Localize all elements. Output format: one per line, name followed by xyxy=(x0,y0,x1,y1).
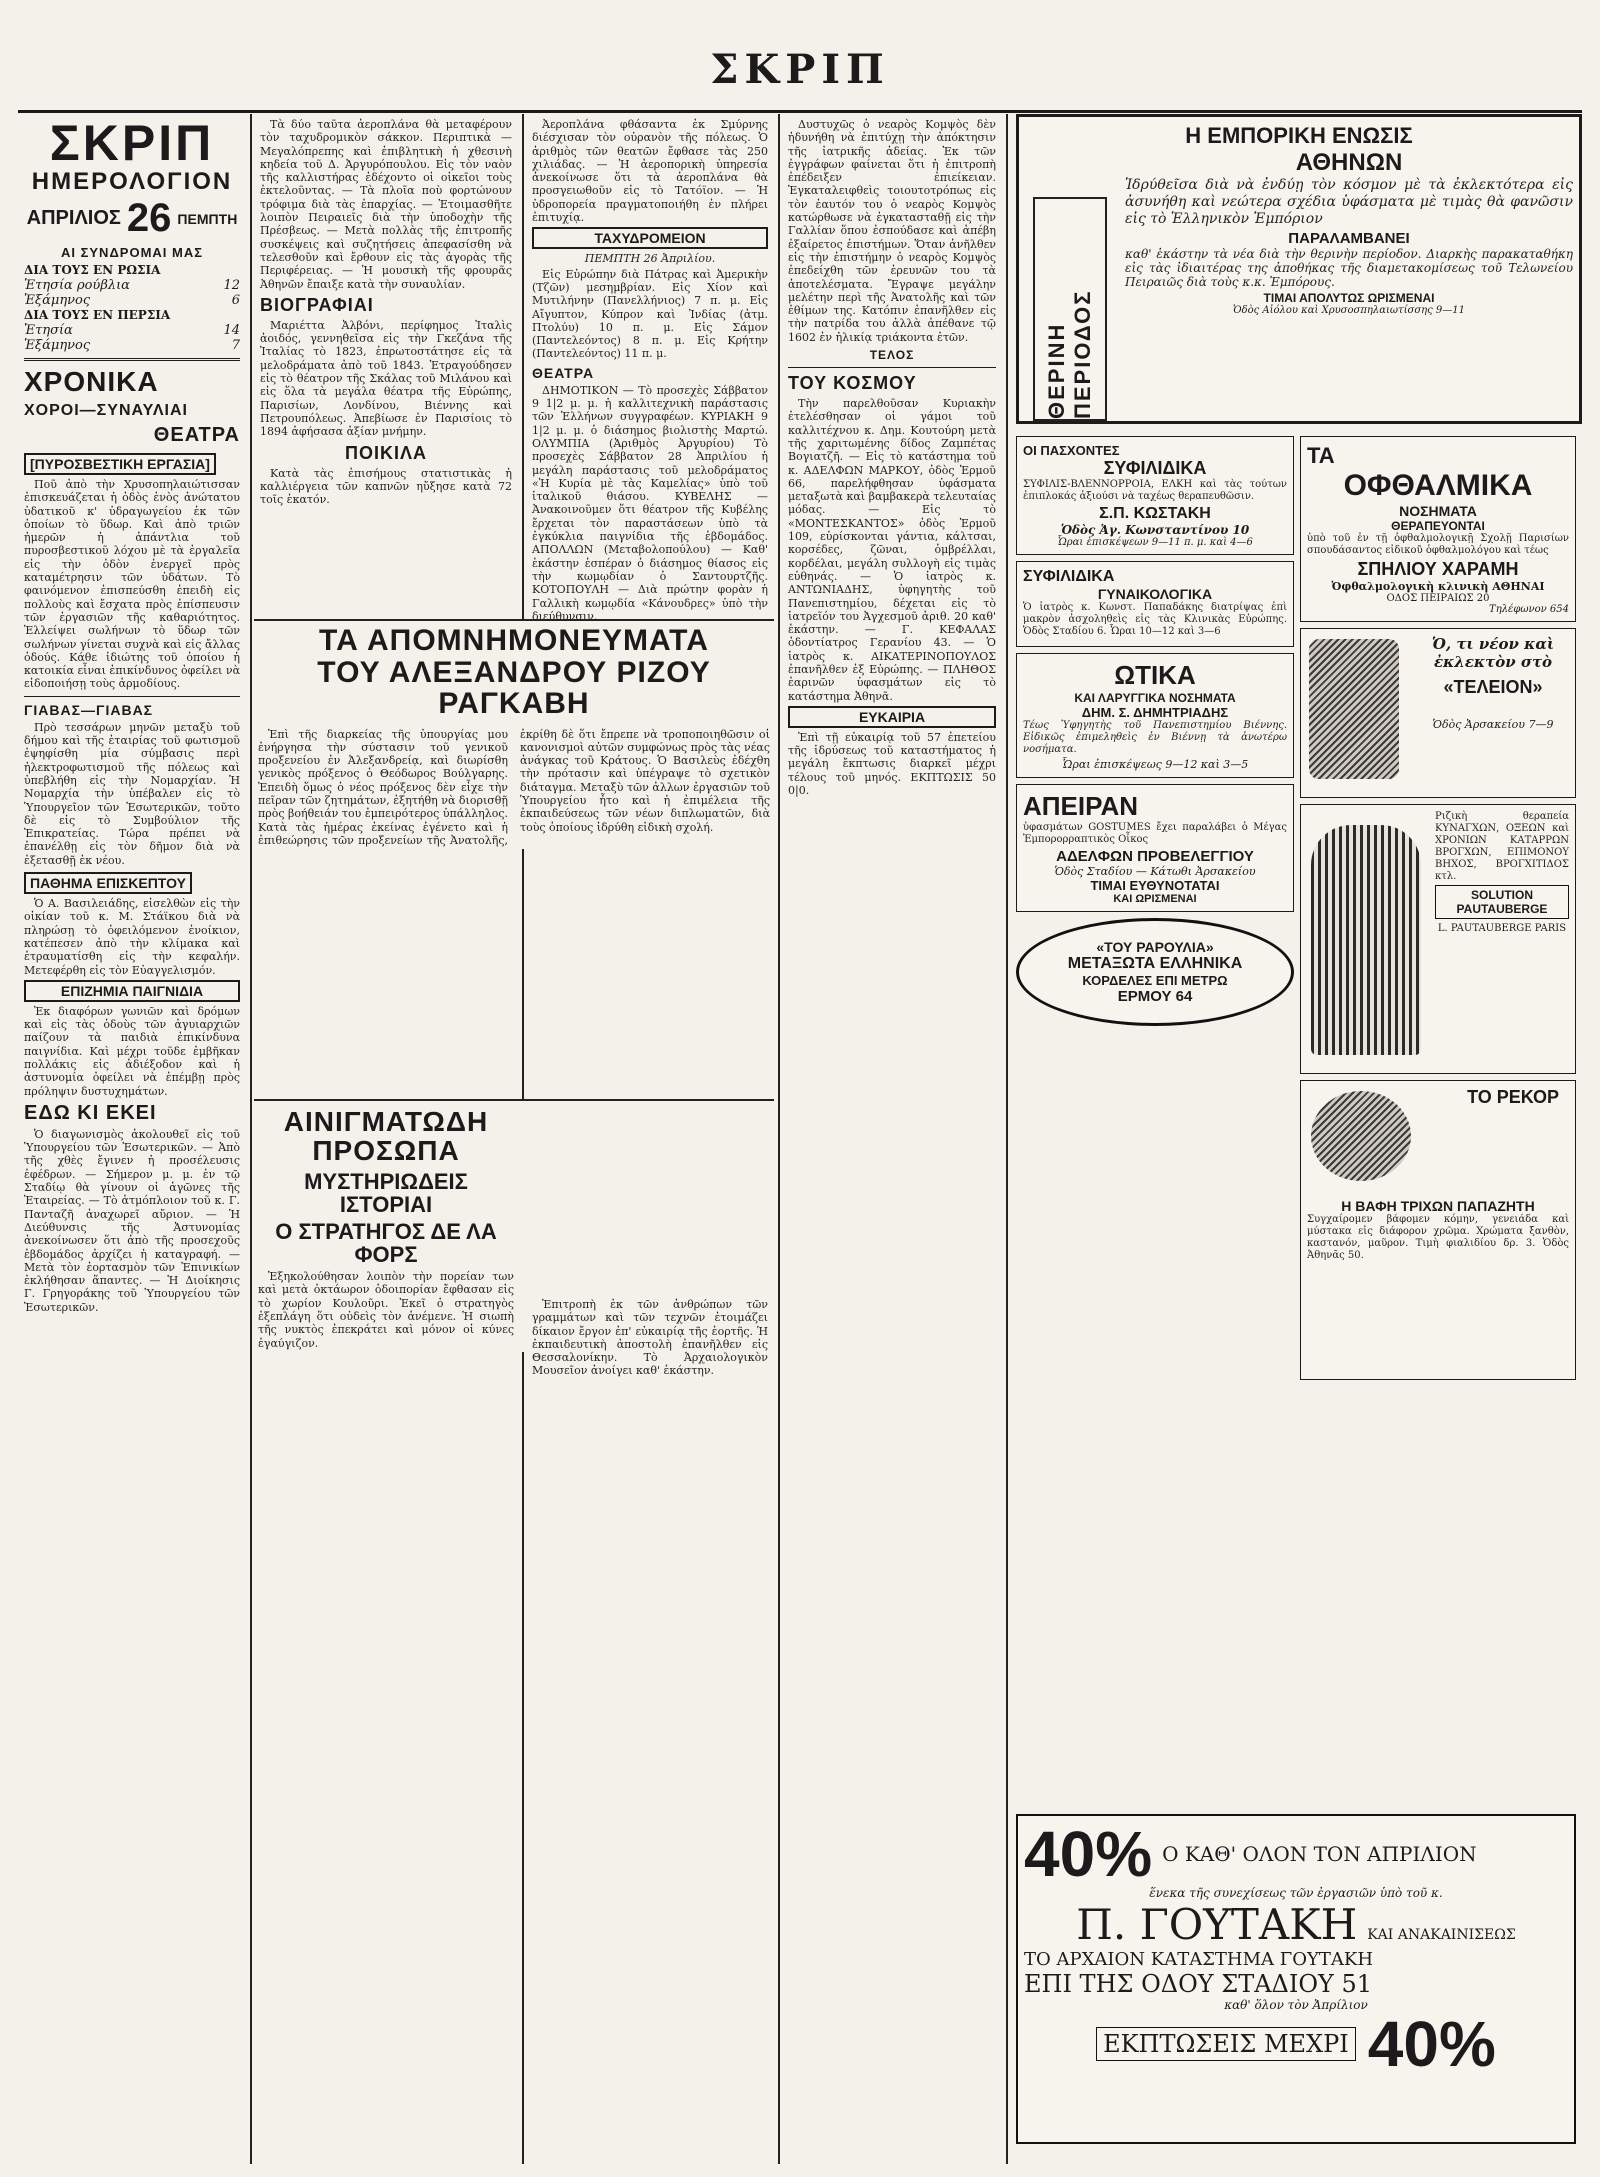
ad-apeiran-head: ΑΠΕΙΡΑΝ xyxy=(1023,791,1139,821)
discount-percent: 40% xyxy=(1024,1818,1153,1890)
subs-row xyxy=(24,338,240,353)
ad-rekor: ΤΟ ΡΕΚΟΡ xyxy=(1467,1087,1559,1107)
subs-row xyxy=(24,323,240,338)
masthead-rule xyxy=(18,110,1582,113)
calendar-day: 26 xyxy=(126,196,172,240)
calendar-subtitle: ΗΜΕΡΟΛΟΓΙΟΝ xyxy=(31,168,233,195)
ad-opth-clinic: Ὀφθαλμολογικὴ κλινικὴ ΑΘΗΝΑΙ xyxy=(1331,580,1545,593)
article-giavas: Πρὸ τεσσάρων μηνῶν μεταξὺ τοῦ δήμου καὶ τῆς ἑταιρίας τοῦ φωτισμοῦ ἐψηφίσθη μία σύμβασις περὶ ἠλεκτροφωτισμοῦ τῆς πόλεως καὶ ὑπεβλήθη εἰς τὴν Νομαρχίαν. Ἡ Νομαρχία τὴν ὑπέβαλεν εἰς τὸ Ὑπουργεῖον τῶν Ἐσωτερικῶν, τοῦτο δὲ εἰς τὸ Συμβούλιον τῆς Ἐπικρατείας. Τώρα πρέπει νὰ ἐπανέλθῃ εἰς τὸν δῆμον διὰ νὰ ἐξετασθῇ ἐκ νέου. xyxy=(24,720,240,867)
divider xyxy=(24,696,240,697)
ad-opth-head3: ΝΟΣΗΜΑΤΑ xyxy=(1399,503,1477,519)
discount-line1: Ο ΚΑΘ' ΟΛΟΝ ΤΟΝ ΑΠΡΙΛΙΟΝ xyxy=(1162,1842,1477,1866)
ad-otika-head1: ΩΤΙΚΑ xyxy=(1114,660,1196,690)
column-1 xyxy=(18,114,246,2164)
discount-line4: ΕΠΙ ΤΗΣ ΟΔΟΥ ΣΤΑΔΙΟΥ 51 xyxy=(1024,1970,1373,1998)
ad-syf-address: Ὁδὸς Ἁγ. Κωνσταντίνου 10 xyxy=(1060,523,1250,537)
ad-rigiki-text: Ριζικὴ θεραπεία ΚΥΝΑΓΧΩΝ, ΟΞΕΩΝ καὶ ΧΡΟΝΙΩΝ ΚΑΤΑΡΡΩΝ ΒΡΟΓΧΩΝ, ΕΠΙΜΟΝΟΥ ΒΗΧΟΣ, ΒΡΟΓΧΙΤΙΔΟΣ κτλ. xyxy=(1435,811,1569,882)
subs-period: Ἑξάμηνος xyxy=(24,293,91,308)
subs-period: Ἐτησία ρούβλια xyxy=(24,278,130,293)
article-top-col4: Δυστυχῶς ὁ νεαρὸς Κομψὸς δὲν ἠδυνήθη νὰ ἐπιτύχῃ τὴν ἀπόκτησιν τῆς ἰατρικῆς ἀδείας. Ἐκ τῶν ἐγγράφων φαίνεται ὅτι ἡ ἐπιτροπὴ ἐπέδειξεν ἐπιείκειαν. Ἐγκαταλειφθεὶς τοιουτοτρόπως εἰς τὸν ἑαυτόν του ὁ νεαρὸς Κομψὸς κατώρθωσε νὰ ἐγκατασταθῇ εἰς τὴν Γαλλίαν ὅπου ἐσπούδασε καὶ ἀπέβη ἐξαίρετος ἐπιστήμων. Ὅταν ἀνῆλθεν εἰς τὴν ἐπιστήμην ὁ νεαρὸς Κομψὸς ἐπεδείχθη τῶν ἐρευνῶν του τὰ ἀποτελέσματα. Ἔγραψε μεγάλην μελέτην περὶ τῆς Ἀνατολῆς καὶ τῶν ἐθίμων της. Κατόπιν ἐπανῆλθεν εἰς τὴν πατρίδα του ἀλλὰ ἀπέθανε τῷ 1602 ἐν ἡλικίᾳ τριάκοντα ἐτῶν. xyxy=(788,118,996,344)
memoir-text: Ἐπὶ τῆς διαρκείας τῆς ὑπουργίας μου ἐνήργησα τὴν σύστασιν τοῦ γενικοῦ προξενείου ἐν Ἀλεξανδρείᾳ, καὶ διωρίσθη γενικὸς πρόξενος ὁ Θεόδωρος Βούλγαρης. Ἐπειδὴ ὅμως ὁ νέος πρόξενος δὲν εἶχε τὴν πεῖραν τῶν ζητημάτων, ἐξητήθη νὰ διορισθῇ πρὸς βοήθειάν του ἐμπειρότερος ὑπάλληλος. Κατὰ τὰς ἡμέρας ἐκείνας ἐγένετο καὶ ἡ ἐπιθεώρησις τῶν προξενείων τῆς Ἀνατολῆς, ἐκρίθη δὲ ὅτι ἔπρεπε νὰ τροποποιηθῶσιν οἱ κανονισμοὶ αὐτῶν συμφώνως πρὸς τὰς νέας ἀνάγκας τοῦ Κράτους. Ὁ Βασιλεὺς ἐδέχθη τὴν πρότασιν καὶ ὑπέγραψε τὸ σχετικὸν διάταγμα. Μεταξὺ τῶν ἀλλων ἐργασιῶν τοῦ Ὑπουργείου ἦτο καὶ ἡ ἐπιμέλεια τῆς ἐκπαιδεύσεως τῶν νέων διπλωματῶν, διὰ τοὺς ὁποίους ἱδρύθη εἰδικὴ σχολή. xyxy=(258,727,770,847)
headline-paignidia: ΕΠΙΖΗΜΙΑ ΠΑΙΓΝΙΔΙΑ xyxy=(24,980,240,1002)
ad-apeiran-firm: ΑΔΕΛΦΩΝ ΠΡΟΒΕΛΕΓΓΙΟΥ xyxy=(1056,848,1254,865)
ad-gynaikologika xyxy=(1016,561,1294,647)
ad-gyn-text: Ὁ ἰατρὸς κ. Κωνστ. Παπαδάκης διατρίψας ἐπὶ μακρὸν ἀσχοληθεὶς εἰς τὰς Κλινικὰς Εὐρώπης. Ὁδὸς Σταδίου 6. Ὧραι 10—12 καὶ 3—6 xyxy=(1023,602,1287,637)
article-top-col3: Ἀεροπλάνα φθάσαντα ἐκ Σμύρνης διέσχισαν τὸν οὐρανὸν τῆς πόλεως. Ὁ ἀριθμὸς τῶν θεατῶν ἔφθασε τὰς 250 χιλιάδας. — Ἡ ἀεροπορικὴ ὑπηρεσία ἀνεκοίνωσε ὅτι τὰ ἀεροπλάνα θὰ προσγειωθοῦν εἰς τὸ Τατόϊον. — Ἡ ὑδροπορεία πραγματοποιήθη ἐν πλήρει ἐπιτυχίᾳ. xyxy=(532,118,768,225)
section-choroi: ΧΟΡΟΙ—ΣΥΝΑΥΛΙΑΙ xyxy=(24,402,188,419)
ad-raroulia-1: «ΤΟΥ ΡΑΡΟΥΛΙΑ» xyxy=(1096,939,1214,955)
enigma-title-line1: ΑΙΝΙΓΜΑΤΩΔΗ ΠΡΟΣΩΠΑ xyxy=(283,1106,489,1167)
ad-pautauberge xyxy=(1300,804,1576,1074)
ad-apeiran-address: Ὁδὸς Σταδίου — Κάτωθι Ἀρσακείου xyxy=(1054,865,1256,878)
ad-union-text2: καθ' ἑκάστην τὰ νέα διὰ τὴν θερινὴν περίοδον. Διαρκὴς παρακαταθήκη εἰς τὰς ἰδιαιτέρας της ἀποθήκας τῆς διαμετακομίσεως τοῦ Τελωνείου Πειραιῶς διὰ τοὺς κ.κ. Ἐμπόρους. xyxy=(1125,247,1573,289)
ad-season-box xyxy=(1033,197,1107,421)
ad-syf-doctor: Σ.Π. ΚΩΣΤΑΚΗ xyxy=(1099,505,1211,522)
subs-row xyxy=(24,293,240,308)
ad-union-text: Ἱδρύθεῖσα διὰ νὰ ἐνδύῃ τὸν κόσμον μὲ τὰ ἐκλεκτότερα εἰς ἀσυνήθη καὶ νεώτερα σχέδια ὑφάσματα μὲ τιμὰς θὰ φανῶσιν εἰς τὸ Ἑλληνικὸν Ἐμπόριον xyxy=(1125,177,1573,227)
ad-opth-doctor: ΣΠΗΛΙΟΥ ΧΑΡΑΜΗ xyxy=(1357,559,1519,579)
enigma-text: Ἐξηκολούθησαν λοιπὸν τὴν πορείαν των καὶ μετὰ ὀκτάωρον ὁδοιπορίαν ἔφθασαν εἰς τὸ χωρίον Κουλοῦρι. Ἐκεῖ ὁ στρατηγὸς ἐξεπλάγη ὅτι οὐδεὶς τὸν ἀνέμενε. Ἡ σιωπὴ τῆς νυκτὸς ἐπεκράτει καὶ μόνον οἱ κύνες ἐγαύγιζον. xyxy=(258,1270,514,1350)
ad-ophthalmika xyxy=(1300,436,1576,622)
section-chronika: ΧΡΟΝΙΚΑ xyxy=(24,366,159,397)
ad-vafi-trichon xyxy=(1300,1080,1576,1380)
ad-raroulia xyxy=(1016,918,1294,1026)
article-tou-kosmou: Τὴν παρελθοῦσαν Κυριακὴν ἐτελέσθησαν οἱ γάμοι τοῦ καλλιτέχνου κ. Δημ. Κουτούρη μετὰ τῆς χαριτωμένης δίδος Ζαμπέτας Βογιατζῆ. — Εἰς τὸ κατάστημα τοῦ κ. ΑΔΕΛΦΩΝ ΜΑΡΚΟΥ, ὁδὸς Ἑρμοῦ 66, παρελήφθησαν ὑφάσματα μεταξωτὰ καὶ βαμβακερὰ τελευταίας μόδας. — Εἰς τὸ «ΜΟΝΤΕΣΚΑΝΤΟΣ» ὁδὸς Ἑρμοῦ 109, εὑρίσκονται γάντια, κάλτσαι, κορσέδες, ζῶναι, ὀμβρέλλαι, κορδέλαι, μεγάλη συλλογὴ εἰς τιμὰς εὐθηνάς. — Ὁ ἰατρὸς κ. ΑΝΤΩΝΙΑΔΗΣ, ὑφηγητὴς τοῦ Πανεπιστημίου, δέχεται εἰς τὸ ἰατρεῖόν του Ἀγχεσμοῦ ἀριθ. 20 καθ' ἑκάστην. — Γ. ΚΕΦΑΛΑΣ ὁδοντίατρος Γερανίου 43. — Ὁ ἰατρὸς κ. ΑΙΚΑΤΕΡΙΝΟΠΟΥΛΟΣ ἐπανῆλθεν ἐξ Εὐρώπης. — ΠΛΗΘΟΣ ἐαρινῶν ὑφασμάτων εἰς τὸ κατάστημα Ἀθηνᾶ. xyxy=(788,397,996,703)
telos-label: ΤΕΛΟΣ xyxy=(869,348,915,363)
ad-union-address: Ὁδὸς Αἰόλου καὶ Χρυσοσπηλαιωτίσσης 9—11 xyxy=(1232,305,1466,316)
discount-percent-2: 40% xyxy=(1367,2008,1496,2080)
ad-opth-address: ΟΔΟΣ ΠΕΙΡΑΙΩΣ 20 xyxy=(1386,593,1490,604)
ad-season-label: ΘΕΡΙΝΗ ΠΕΡΙΟΔΟΣ xyxy=(1044,289,1095,419)
discount-line6: ΕΚΠΤΩΣΕΙΣ ΜΕΧΡΙ xyxy=(1096,2027,1356,2061)
ad-rigiki-maker: L. PAUTAUBERGE PARIS xyxy=(1437,923,1567,934)
ad-teleion-address: Ὁδὸς Ἀρσακείου 7—9 xyxy=(1432,718,1554,731)
ad-vafi-text: Συγχαίρομεν βάφομεν κόμην, γενειάδα καὶ μύστακα εἰς διάφορον χρῶμα. Χρώματα ξανθὸν, καστανόν, μαῦρον. Τιμὴ φιαλιδίου δρ. 3. Ὁδὸς Ἀθηνᾶς 50. xyxy=(1307,1214,1569,1261)
ad-opth-head2: ΟΦΘΑΛΜΙΚΑ xyxy=(1343,469,1533,502)
article-edo-ki-ekei: Ὁ διαγωνισμὸς ἀκολουθεῖ εἰς τοῦ Ὑπουργείου τῶν Ἐσωτερικῶν. — Ἀπὸ τῆς χθὲς ἔγινεν ἡ προσέλευσις ἐφέδρων. — Σήμερον μ. μ. ἐν τῷ Σταδίῳ θὰ γίνουν οἱ ἀγῶνες τῆς Ἐταιρείας. — Τὸ ἀτμόπλοιον τοῦ κ. Γ. Πανταζῆ ἀναχωρεῖ αὔριον. — Ἡ Διεύθυνσις τῆς Ἀστυνομίας ἀνεκοίνωσεν ὅτι ἀπὸ τῆς προσεχοῦς ἑβδομάδος ἀρχίζει ἡ καταγραφή. — Μετὰ τὸν ἐορτασμὸν τῶν Ἐπινικίων ἐκλήθησαν ἅπαντες. — Ἡ Διοίκησις Γ. Γρηγοράκης τοῦ Ὑπουργείου τῶν Ἐσωτερικῶν. xyxy=(24,1127,240,1314)
subs-value: 7 xyxy=(231,338,240,353)
ad-apeiran-prices: ΤΙΜΑΙ ΕΥΘΥΝΟΤΑΤΑΙ xyxy=(1090,878,1220,893)
subscriptions-table xyxy=(24,263,240,353)
column-rule xyxy=(250,114,252,2164)
ad-syf-head1: ΟΙ ΠΑΣΧΟΝΤΕΣ xyxy=(1023,443,1120,458)
subs-period: Ἐτησία xyxy=(24,323,73,338)
subs-period: Ἑξάμηνος xyxy=(24,338,91,353)
headline-theatra-col3: ΘΕΑΤΡΑ xyxy=(532,364,595,381)
ad-goutaki-discount xyxy=(1016,1814,1576,2144)
ad-vafi-title: Η ΒΑΦΗ ΤΡΙΧΩΝ ΠΑΠΑΖΗΤΗ xyxy=(1341,1198,1535,1214)
article-theatra-col3: ΔΗΜΟΤΙΚΟΝ — Τὸ προσεχὲς Σάββατον 9 1|2 μ. μ. ἡ καλλιτεχνικὴ παράστασις τῶν Ἑλλήνων συγγραφέων. ΚΥΡΙΑΚΗ 9 1|2 μ. μ. ὁ διάσημος βιολιστὴς Μαρτώ. ΟΛΥΜΠΙΑ (Ἀριθμὸς Ἀργυρίου) Τὸ προσεχὲς Σάββατον 28 Ἀπριλίου ἡ μεγάλη παράστασις τοῦ μελοδράματος «Ἡ Κυρία μὲ τὰς Καμελίας» ὑπὸ τοῦ ἰταλικοῦ θιάσου. ΚΥΒΕΛΗΣ — Ἀνακοινοῦμεν ὅτι θέατρον τῆς Κυβέλης ἔρχεται τὸν παραστάσεων ὑπὸ τὰ ἐγκύκλια παιγνίδια τῆς ἑβδομάδος. ΑΠΟΛΛΩΝ (Μεταβολοπούλου) — Καθ' ἑκάστην ἑσπέραν ὁ διάσημος θίασος εἰς τὴν κωμῳδίαν ὁ Σαντουρτζῆς. ΚΟΤΟΠΟΥΛΗ — Διὰ πρώτην φορὰν ἡ Γαλλικὴ κωμῳδία «Κάνουδρες» ὑπὸ τὴν διεύθυνσιν. xyxy=(532,383,768,623)
woman-illustration xyxy=(1311,825,1421,1055)
headline-giavas: ΓΙΑΒΑΣ—ΓΙΑΒΑΣ xyxy=(24,701,154,718)
headline-tachydromeion: ΤΑΧΥΔΡΟΜΕΙΟΝ xyxy=(532,227,768,249)
calendar-title: ΣΚΡΙΠ xyxy=(49,115,215,171)
ad-title-line2: ΑΘΗΝΩΝ xyxy=(1295,149,1403,176)
ad-syf-head2: ΣΥΦΙΛΙΔΙΚΑ xyxy=(1103,458,1207,478)
ad-union-receives: ΠΑΡΑΛΑΜΒΑΝΕΙ xyxy=(1288,230,1410,247)
memoir-article xyxy=(254,619,774,849)
column-rule xyxy=(1006,114,1008,2164)
column-rule xyxy=(778,114,780,2164)
ad-gyn-head: ΓΥΝΑΙΚΟΛΟΓΙΚΑ xyxy=(1097,586,1213,602)
calendar-weekday: ΠΕΜΠΤΗ xyxy=(177,210,238,227)
ad-union-prices: ΤΙΜΑΙ ΑΠΟΛΥΤΩΣ ΩΡΙΣΜΕΝΑΙ xyxy=(1263,291,1435,305)
article-col3-tail: Ἐπιτροπὴ ἐκ τῶν ἀνθρώπων τῶν γραμμάτων καὶ τῶν τεχνῶν ἐτοιμάζει δίκαιον ἔργον ἐπ' εὐκαιρίᾳ τῆς ἑορτῆς. Ἡ ἐκπαιδευτικὴ ἀποστολὴ ἐπανῆλθεν εἰς Θεσσαλονίκην. Τὸ Ἀρχαιολογικὸν Μουσεῖον ἀνοίγει καθ' ἑκάστην. xyxy=(532,1298,768,1378)
column-5-ads xyxy=(1010,114,1582,2164)
masthead xyxy=(0,0,1600,93)
headline-poikila: ΠΟΙΚΙΛΑ xyxy=(344,442,427,463)
ad-raroulia-4: ΕΡΜΟΥ 64 xyxy=(1117,988,1193,1005)
ads-subcolumn-right xyxy=(1300,436,1576,1386)
discount-line5: καθ' ὅλον τὸν Ἀπρίλιον xyxy=(1224,1998,1368,2012)
headline-pyrosvestiki: [ΠΥΡΟΣΒΕΣΤΙΚΗ ΕΡΓΑΣΙΑ] xyxy=(24,453,216,475)
subscriptions-title: ΑΙ ΣΥΝΔΡΟΜΑΙ ΜΑΣ xyxy=(60,245,204,260)
ad-syf-text: ΣΥΦΙΛΙΣ-ΒΛΕΝΝΟΡΡΟΙΑ, ΕΛΚΗ καὶ τὰς τούτων ἐπιπλοκάς ἀξιούσι νὰ ταχέως θεραπευθῶσιν. xyxy=(1023,479,1287,502)
column-3 xyxy=(526,114,774,623)
subs-label: ΔΙΑ ΤΟΥΣ ΕΝ ΠΕΡΣΙΑ xyxy=(24,308,171,322)
calendar-date xyxy=(24,196,240,241)
ad-teleion-name: «ΤΕΛΕΙΟΝ» xyxy=(1443,677,1543,697)
column-3-lower xyxy=(526,1294,774,2154)
ad-otika-hours: Ὧραι ἐπισκέψεως 9—12 καὶ 3—5 xyxy=(1061,758,1249,771)
subs-row xyxy=(24,278,240,293)
column-4 xyxy=(782,114,1002,2164)
article-top-col2: Τὰ δύο ταῦτα ἀεροπλάνα θὰ μεταφέρουν τὸν ταχυδρομικὸν σάκκον. Περιπτικὰ — Μεγαλόπρεπης καὶ ἐπιβλητικὴ ἡ χθεσινὴ κηδεία τοῦ Δ. Ἀργυρόπουλου. Εἰς τὸν ναὸν τῆς καλλιστήρας ἐδέχοντο οἱ οἰκεῖοι τοὺς ἐκτελοῦντας. — Τὰ πλοῖα ποὺ φορτώνουν τρόφιμα διὰ τὰς ἐπαρχίας. — Ἐτοιμασθῆτε λοιπὸν Πειραιεῖς διὰ τὴν ὑποδοχὴν τῆς Πρέσβεως. — Μετὰ πολλὰς τῆς ἐπιτροπῆς συσκέψεις καὶ συζητήσεις ἀπεφασίσθη νὰ τελεσθοῦν καὶ ἔρθουν εἰς τὰς ἀγορὰς τῆς Περιφέρειας. — Ἡ μουσικὴ τῆς φρουρᾶς Ἀθηνῶν ἔπαιξε κατὰ τὴν συναυλίαν. xyxy=(260,118,512,291)
headline-pathima: ΠΑΘΗΜΑ ΕΠΙΣΚΕΠΤΟΥ xyxy=(24,872,192,894)
ad-teleion-head: Ὁ, τι νέον καὶ ἐκλεκτὸν στὸ xyxy=(1431,635,1555,671)
ad-emporiki-enosis xyxy=(1016,114,1582,424)
article-tachydromeion: Εἰς Εὐρώπην διὰ Πάτρας καὶ Ἀμερικὴν (Τζῶν) μεσημβρίαν. Εἰς Χίον καὶ Μυτιλήνην (Πανελλήνιος) 7 π. μ. Εἰς Αἴγυπτον, Κύπρον καὶ Ἰνδίας (ἀτμ. Πτολύυ) 10 π. μ. Εἰς Σάμον (Παντελεόντος) 8 π. μ. Εἰς Κρήτην (Παντελεόντος) 11 π. μ. xyxy=(532,267,768,361)
ad-rigiki-brand: SOLUTION PAUTAUBERGE xyxy=(1435,885,1569,919)
discount-name: Π. ΓΟΥΤΑΚΗ xyxy=(1076,1900,1358,1949)
ad-otika-text: Τέως Ὑφηγητὴς τοῦ Πανεπιστημίου Βιέννης. Εἰδικῶς ἐπιμεληθεὶς ἐν Βιέννῃ τὰ ἀνωτέρω νοσήματα. xyxy=(1023,720,1287,755)
ad-syf-hours: Ὧραι ἐπισκέψεων 9—11 π. μ. καὶ 4—6 xyxy=(1057,537,1253,548)
ad-otika-head2: ΚΑΙ ΛΑΡΥΓΓΙΚΑ ΝΟΣΗΜΑΤΑ xyxy=(1074,691,1236,705)
article-eukairia: Ἐπὶ τῇ εὐκαιρίᾳ τοῦ 57 ἐπετείου τῆς ἱδρύσεως τοῦ καταστήματος ἡ μεγάλη ἔκπτωσις διαρκεῖ μέχρι τέλους τοῦ μηνός. ΕΚΠΤΩΣΙΣ 50 0|0. xyxy=(788,730,996,798)
divider xyxy=(24,358,240,361)
ad-apeiran-prices2: ΚΑΙ ΩΡΙΣΜΕΝΑΙ xyxy=(1113,893,1197,905)
newspaper-name: ΣΚΡΙΠ xyxy=(710,46,890,93)
ad-syfilidika xyxy=(1016,436,1294,555)
subs-value: 6 xyxy=(231,293,240,308)
article-pathima: Ὁ Α. Βασιλειάδης, εἰσελθὼν εἰς τὴν οἰκίαν τοῦ κ. Μ. Στάϊκου διὰ νὰ πληρώσῃ τὸ ὀφειλόμενον ἐνοίκιον, κατέπεσεν ἀπὸ τὴν κλίμακα καὶ ἐτραυματίσθη εἰς τὴν κεφαλήν. Μετεφέρθη εἰς τὸν Εὐαγγελισμόν. xyxy=(24,897,240,977)
subs-value: 14 xyxy=(223,323,240,338)
headline-edo-ki-ekei: ΕΔΩ ΚΙ ΕΚΕΙ xyxy=(24,1101,157,1124)
portrait-illustration xyxy=(1311,1091,1411,1181)
article-pyrosvestiki: Ποῦ ἀπὸ τὴν Χρυσοπηλαιώτισσαν ἐπισκευάζεται ἡ ὁδὸς ἑνὸς ἀνώτατου ὑδατικοῦ κ' ὑδραγωγείου ἐκ τῶν ὁποίων τὸ ὕδωρ. Καὶ ἀπὸ τριῶν ἡμερῶν ἡ ἀπάντλια τοῦ πυροσβεστικοῦ λόχου μὲ τὰ ἐργαλεῖα εἰς τὴν ὁδὸν ἐνεργεῖ πρὸς καταμέτρησιν τῶν ὑδάτων. Τὸ φαινόμενον ἐπισπεύσθη ἐπειδὴ εἰς πολλοὺς καὶ ἔσχατα πρὸς ἐπίσπευσιν τῶν ἐργασιῶν τῆς καθαριότητος. Ἐλλείψει σωλήνων τὸ ὕδωρ τῶν σωλήνων γίνεται συχνὰ καὶ εἰς ἄλλας ὁδούς. Κάθε ἰδιώτης τοῦ ὁποίου ἡ κατοικία εἶναι ἐπικίνδυνος ὀφείλει νὰ εἰδοποιήσῃ τοὺς ἁρμοδίους. xyxy=(24,478,240,691)
headline-eukairia: ΕΥΚΑΙΡΙΑ xyxy=(788,706,996,728)
subs-value: 12 xyxy=(223,278,240,293)
enigma-title-line3: Ο ΣΤΡΑΤΗΓΟΣ ΔΕ ΛΑ ΦΟΡΣ xyxy=(275,1218,497,1268)
ad-otika xyxy=(1016,653,1294,778)
ads-subcolumn-left xyxy=(1016,436,1294,1032)
article-paignidia: Ἐκ διαφόρων γωνιῶν καὶ δρόμων καὶ εἰς τὰς ὁδοὺς τῶν ἀγυιαρχιῶν παίζουν τὰ παιδιὰ ἐπικίνδυνα παιγνίδια. Καὶ μέχρι τοῦδε ἐμβῆκαν πολλάκις εἰς ἀδιέξοδον καὶ ἡ ἀστυνομία ὀφείλει νὰ ἐπέμβῃ πρὸς πρόληψιν δυστυχημάτων. xyxy=(24,1004,240,1098)
headline-biografiai: ΒΙΟΓΡΑΦΙΑΙ xyxy=(260,294,374,315)
article-biografiai: Μαριέττα Ἀλβόνι, περίφημος Ἰταλὶς ἀοιδός, γεννηθεῖσα εἰς τὴν Γκεζάνα τῆς Ἰταλίας τὸ 1823, ἐπρωτοστάτησε εἰς τὰ μελοδράματα ἀπὸ τοῦ 1843. Ἐτραγούδησεν εἰς τὸ θέατρον τῆς Σκάλας τοῦ Μιλάνου καὶ εἰς ὅλα τὰ μεγάλα θέατρα τῆς Εὐρώπης, Παρισίων, Λονδίνου, Βιέννης καὶ Πετρουπόλεως. Ἀπεβίωσε ἐν Παρισίοις τὸ 1894 ἀφήσασα ἀξίαν μνήμην. xyxy=(260,318,512,439)
discount-line2: ἕνεκα τῆς συνεχίσεως τῶν ἐργασιῶν ὑπὸ τοῦ κ. xyxy=(1149,1886,1443,1900)
enigma-title-line2: ΜΥΣΤΗΡΙΩΔΕΙΣ ΙΣΤΟΡΙΑΙ xyxy=(304,1168,468,1217)
ad-apeiran xyxy=(1016,784,1294,912)
ad-title-line1: Η ΕΜΠΟΡΙΚΗ ΕΝΩΣΙΣ xyxy=(1185,123,1413,148)
tachydromeion-date: ΠΕΜΠΤΗ 26 Ἀπριλίου. xyxy=(584,252,716,266)
ad-syf2-head: ΣΥΦΙΛΙΔΙΚΑ xyxy=(1023,568,1115,585)
ad-raroulia-2: ΜΕΤΑΞΩΤΑ ΕΛΛΗΝΙΚΑ xyxy=(1067,955,1243,972)
subs-label: ΔΙΑ ΤΟΥΣ ΕΝ ΡΩΣΙΑ xyxy=(24,263,161,277)
ad-opth-head1: ΤΑ xyxy=(1307,443,1335,468)
memoir-title-line2: ΤΟΥ ΑΛΕΞΑΝΔΡΟΥ ΡΙΖΟΥ ΡΑΓΚΑΒΗ xyxy=(317,655,711,720)
ad-opth-phone: Τηλέφωνον 654 xyxy=(1489,604,1569,615)
discount-line3: ΤΟ ΑΡΧΑΙΟΝ ΚΑΤΑΣΤΗΜΑ ΓΟΥΤΑΚΗ xyxy=(1024,1949,1374,1970)
section-theatra: ΘΕΑΤΡΑ xyxy=(153,424,240,446)
corset-illustration xyxy=(1309,639,1399,779)
headline-tou-kosmou: ΤΟΥ ΚΟΣΜΟΥ xyxy=(788,373,917,394)
ad-opth-head4: ΘΕΡΑΠΕΥΟΝΤΑΙ xyxy=(1391,519,1485,533)
ad-apeiran-text: ὑφασμάτων GOSTUMES ἔχει παραλάβει ὁ Μέγας Ἐμπορορραπτικὸς Οἶκος xyxy=(1023,822,1287,845)
memoir-title-line1: ΤΑ ΑΠΟΜΝΗΜΟΝΕΥΜΑΤΑ xyxy=(319,624,709,657)
ad-opth-text: ὑπὸ τοῦ ἐν τῇ ὀφθαλμολογικῇ Σχολῇ Παρισίων σπουδάσαντος εἰδικοῦ ὀφθαλμολόγου καὶ τέως xyxy=(1307,533,1569,556)
calendar-month: ΑΠΡΙΛΙΟΣ xyxy=(26,207,121,229)
divider xyxy=(788,367,996,368)
ad-raroulia-3: ΚΟΡΔΕΛΕΣ ΕΠΙ ΜΕΤΡΩ xyxy=(1082,973,1228,988)
discount-name-suffix: ΚΑΙ ΑΝΑΚΑΙΝΙΣΕΩΣ xyxy=(1367,1927,1516,1943)
newspaper-page xyxy=(18,114,1582,2164)
ad-teleion xyxy=(1300,628,1576,798)
ad-otika-doctor: ΔΗΜ. Σ. ΔΗΜΗΤΡΙΑΔΗΣ xyxy=(1081,705,1229,720)
article-poikila: Κατὰ τὰς ἐπισήμους στατιστικὰς ἡ καλλιέργεια τῶν καπνῶν ηὔξησε κατὰ 72 τοῖς ἑκατόν. xyxy=(260,466,512,507)
